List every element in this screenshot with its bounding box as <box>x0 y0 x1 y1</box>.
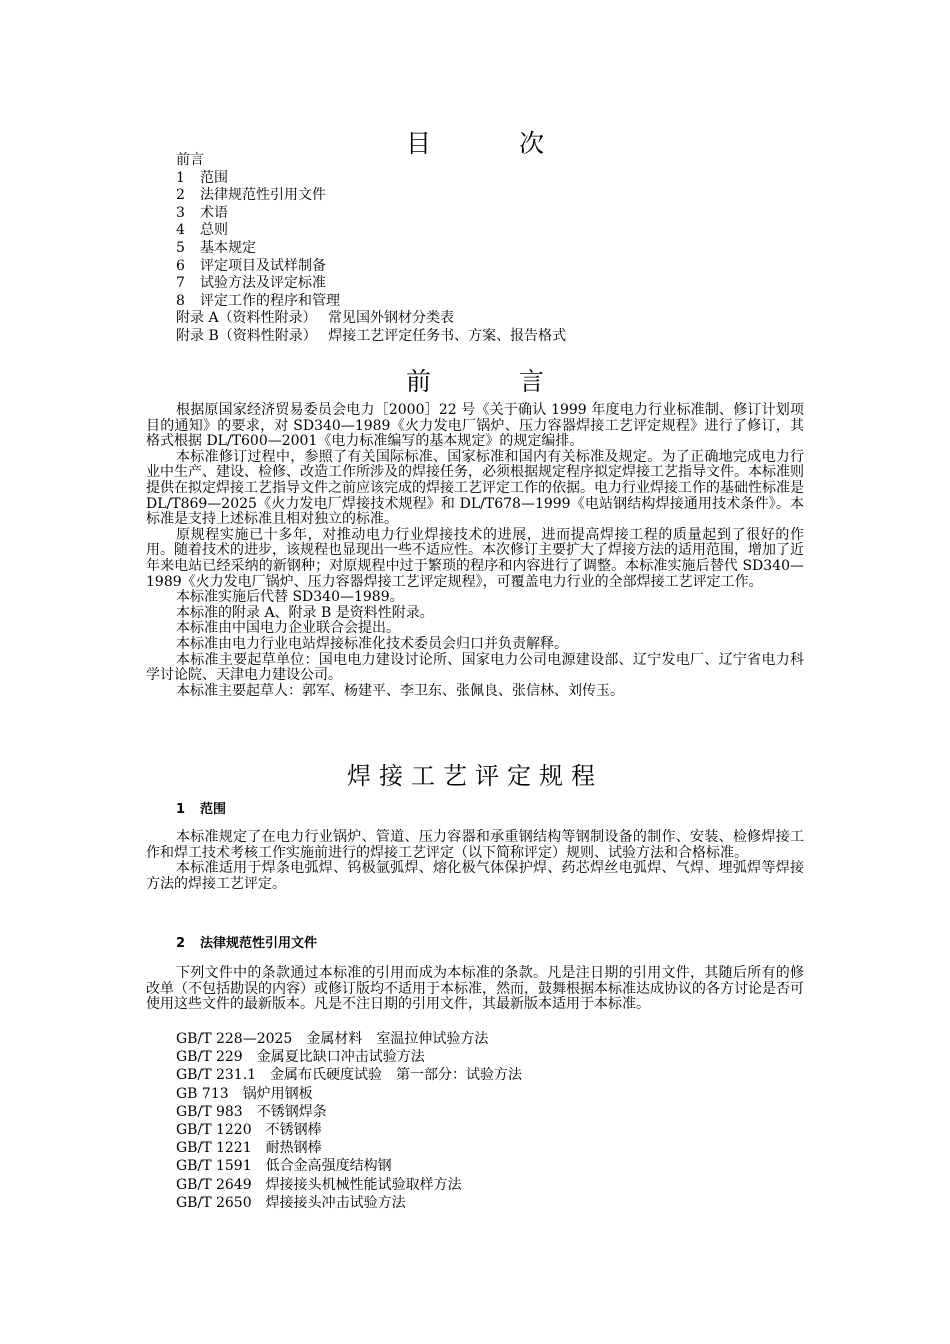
toc-item <box>176 187 566 205</box>
document-title: 焊接工艺评定规程 <box>347 762 603 790</box>
reference-item: GB/T 229 金属夏比缺口冲击试验方法 <box>176 1049 425 1066</box>
section-references-body <box>146 966 804 1013</box>
toc-item <box>176 240 566 258</box>
section-heading-references <box>176 932 317 951</box>
toc-item <box>176 310 566 328</box>
preface-paragraph: 本标准由电力行业电站焊接标准化技术委员会归口并负责解释。 <box>176 635 568 652</box>
section-title: 法律规范性引用文件 <box>200 936 318 951</box>
toc-item <box>176 205 566 223</box>
section-heading-scope <box>176 798 226 817</box>
table-of-contents <box>176 152 566 346</box>
toc-item-number: 1 <box>176 169 185 186</box>
reference-list <box>176 1030 522 1212</box>
preface-body <box>146 403 804 699</box>
section-title: 范围 <box>200 802 227 817</box>
reference-item: GB/T 2649 焊接接头机械性能试验取样方法 <box>176 1176 462 1193</box>
toc-item-label: 评定项目及试样制备 <box>200 257 326 274</box>
reference-item: GB/T 228—2025 金属材料 室温拉伸试验方法 <box>176 1031 489 1047</box>
toc-item <box>176 293 566 311</box>
reference-item: GB/T 2650 焊接接头冲击试验方法 <box>176 1194 406 1211</box>
toc-item-label: 前言 <box>176 152 204 168</box>
toc-item-label: 评定工作的程序和管理 <box>200 292 340 309</box>
preface-paragraph: 本标准的附录 A、附录 B 是资料性附录。 <box>176 604 434 621</box>
toc-title: 目 次 <box>406 129 584 158</box>
preface-paragraph: 原规程实施已十多年，对推动电力行业焊接技术的进展，进而提高焊接工程的质量起到了很好的作用。随着技术的进步，该规程也显现出一些不适应性。本次修订主要扩大了焊接方法的适用范围，增加了近年来电站已经采纳的新钢种；对原规程中过于繁琐的程序和内容进行了调整。本标准实施后替代 SD340—1989《火力发电厂锅炉、压力容器焊接工艺评定规程》，可覆盖电力行业的全部焊接工艺评定工作。 <box>146 526 804 590</box>
toc-item-label: 范围 <box>200 169 228 186</box>
toc-item <box>176 258 566 276</box>
toc-item-label: 附录 A（资料性附录） 常见国外钢材分类表 <box>176 310 455 327</box>
preface-paragraph: 本标准主要起草人：郭军、杨建平、李卫东、张佩良、张信林、刘传玉。 <box>176 682 624 699</box>
references-paragraph: 下列文件中的条款通过本标准的引用而成为本标准的条款。凡是注日期的引用文件，其随后所有的修改单（不包括勘误的内容）或修订版均不适用于本标准，然而，鼓舞根据本标准达成协议的各方讨论是否可使用这些文件的最新版本。凡是不注日期的引用文件，其最新版本适用于本标准。 <box>146 965 804 1013</box>
toc-item-number: 4 <box>176 222 185 239</box>
scope-paragraph: 本标准规定了在电力行业锅炉、管道、压力容器和承重钢结构等钢制设备的制作、安装、检修焊接工作和焊工技术考核工作实施前进行的焊接工艺评定（以下简称评定）规则、试验方法和合格标准。 <box>146 829 804 861</box>
toc-item <box>176 222 566 240</box>
reference-item: GB/T 1591 低合金高强度结构钢 <box>176 1158 392 1175</box>
toc-item-number: 6 <box>176 257 185 274</box>
toc-item-number: 7 <box>176 275 185 292</box>
toc-item <box>176 275 566 293</box>
reference-item: GB 713 锅炉用钢板 <box>176 1085 313 1102</box>
preface-paragraph: 本标准由中国电力企业联合会提出。 <box>176 620 400 637</box>
section-number: 2 <box>176 936 186 951</box>
preface-title: 前 言 <box>406 367 584 396</box>
toc-item-label: 基本规定 <box>200 239 256 256</box>
toc-item-label: 总则 <box>200 222 228 239</box>
preface-paragraph: 本标准实施后代替 SD340—1989。 <box>176 589 404 606</box>
toc-item <box>176 170 566 188</box>
toc-item-label: 附录 B（资料性附录） 焊接工艺评定任务书、方案、报告格式 <box>176 327 567 344</box>
toc-item-number: 2 <box>176 187 185 204</box>
reference-item: GB/T 1221 耐热钢棒 <box>176 1140 322 1157</box>
toc-item-label: 术语 <box>200 204 228 221</box>
toc-item <box>176 152 566 170</box>
toc-item-label: 法律规范性引用文件 <box>200 187 326 204</box>
reference-item: GB/T 983 不锈钢焊条 <box>176 1103 327 1120</box>
section-scope-body <box>146 830 804 892</box>
section-number: 1 <box>176 802 186 817</box>
toc-item-number: 8 <box>176 292 185 309</box>
reference-item: GB/T 231.1 金属布氏硬度试验 第一部分：试验方法 <box>176 1067 523 1084</box>
scope-paragraph: 本标准适用于焊条电弧焊、钨极氩弧焊、熔化极气体保护焊、药芯焊丝电弧焊、气焊、埋弧焊等焊接方法的焊接工艺评定。 <box>146 860 804 892</box>
reference-item: GB/T 1220 不锈钢棒 <box>176 1122 322 1139</box>
toc-item-label: 试验方法及评定标准 <box>200 275 326 292</box>
preface-paragraph: 本标准修订过程中，参照了有关国际标准、国家标准和国内有关标准及规定。为了正确地完成电力行业中生产、建设、检修、改造工作所涉及的焊接任务，必须根据规定程序拟定焊接工艺指导文件。本标准则提供在拟定焊接工艺指导文件之前应该完成的焊接工艺评定工作的依据。电力行业焊接工作的基础性标准是 DL/T869—2025《火力发电厂焊接技术规程》和 DL/T678—1999《电站钢结构焊接通用技术条件》。本标准是支持上述标准且相对独立的标准。 <box>146 448 804 528</box>
preface-paragraph: 根据原国家经济贸易委员会电力［2000］22 号《关于确认 1999 年度电力行业标准制、修订计划项目的通知》的要求，对 SD340—1989《火力发电厂锅炉、压力容器焊接工艺评定规程》进行了修订，其格式根据 DL/T600—2001《电力标准编写的基本规定》的规定编排。 <box>146 402 804 450</box>
preface-paragraph: 本标准主要起草单位：国电电力建设讨论所、国家电力公司电源建设部、辽宁发电厂、辽宁省电力科学讨论院、天津电力建设公司。 <box>146 651 804 684</box>
toc-item <box>176 328 566 346</box>
toc-item-number: 5 <box>176 239 185 256</box>
toc-item-number: 3 <box>176 204 185 221</box>
